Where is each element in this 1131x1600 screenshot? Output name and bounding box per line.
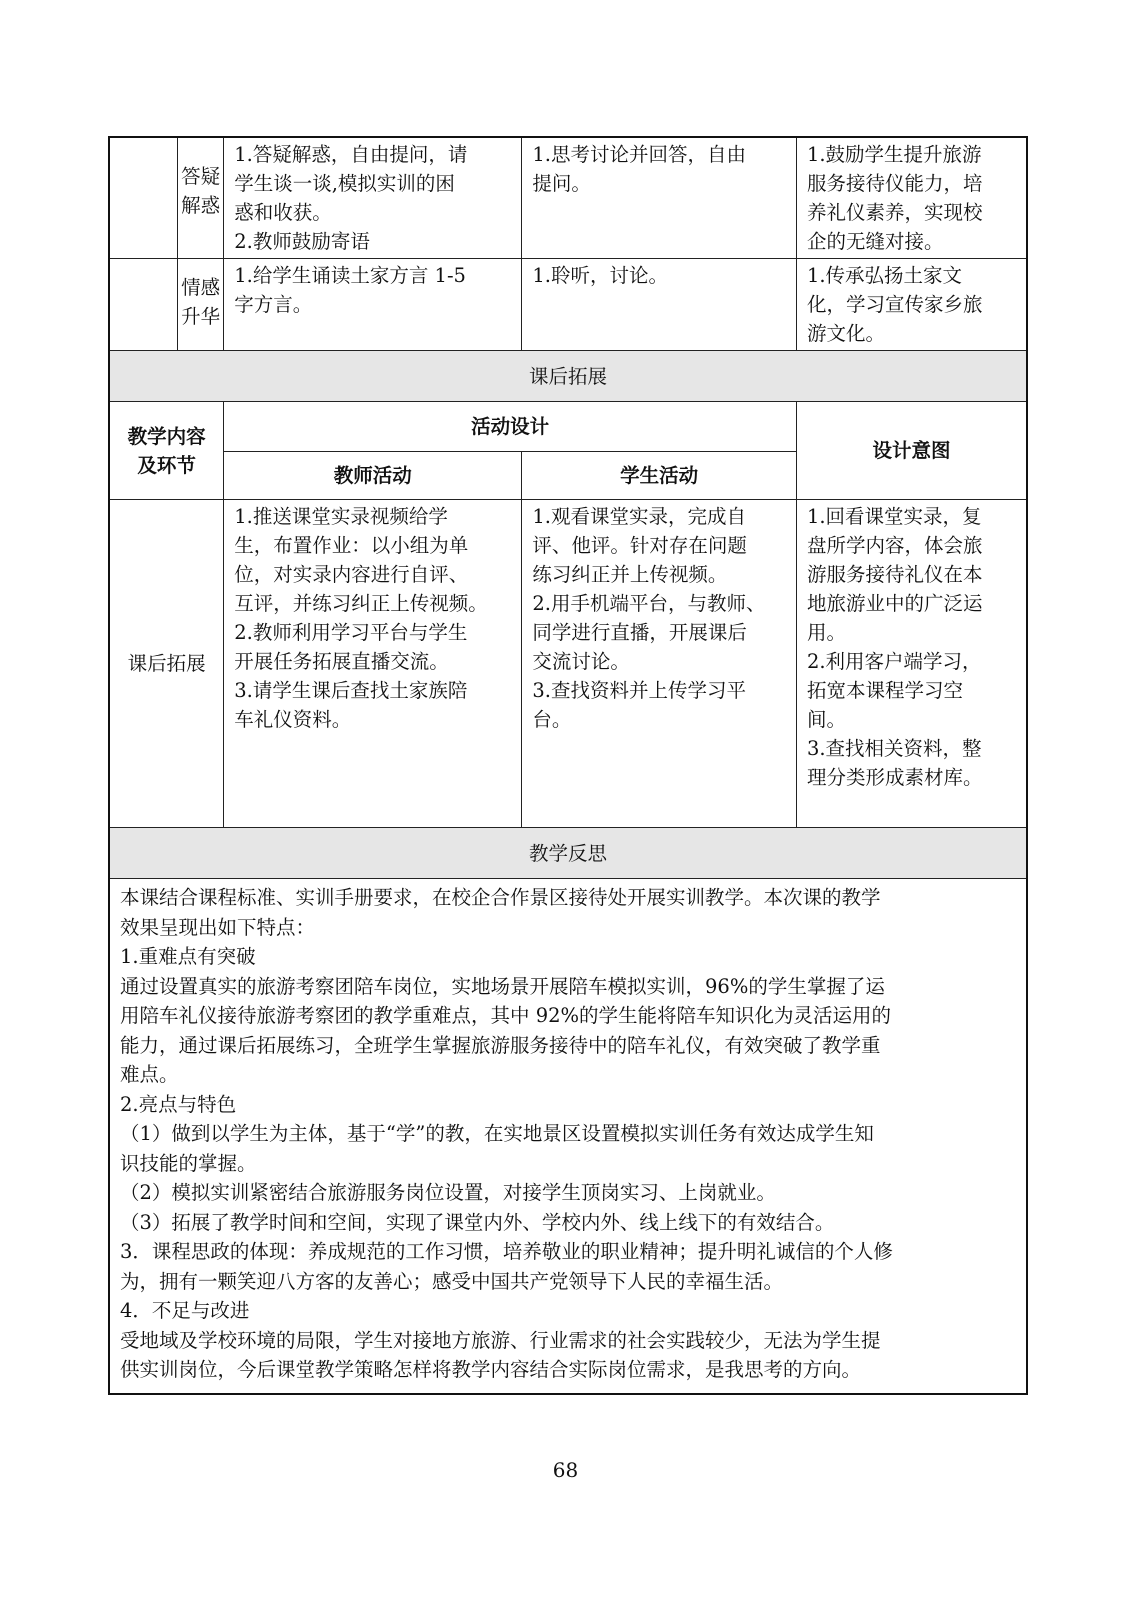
paragraph-line: 难点。 [120,1063,179,1086]
text-line: 互评，并练习纠正上传视频。 [234,592,488,615]
table-row [109,500,1027,828]
text-line: 1.思考讨论并回答，自由 [532,143,746,166]
header-student-activity: 学生活动 [522,452,797,500]
paragraph-line: 效果呈现出如下特点： [120,915,316,939]
text-line: 1.回看课堂实录，复 [806,505,982,528]
paragraph-line: 本课结合课程标准、实训手册要求，在校企合作景区接待处开展实训教学。本次课的教学 [120,886,881,909]
text-line: 同学进行直播，开展课后 [532,621,747,644]
student-activity-cell [522,500,797,828]
paragraph-line: 4．不足与改进 [120,1299,250,1322]
paragraph-line: （3）拓展了教学时间和空间，实现了课堂内外、学校内外、线上线下的有效结合。 [120,1210,835,1234]
paragraph-line: 2.亮点与特色 [120,1092,237,1116]
text-line: 盘所学内容，体会旅 [806,534,983,557]
text-line: 养礼仪素养，实现校 [806,201,983,224]
paragraph-line: 1.重难点有突破 [120,945,256,968]
student-activity-cell [522,137,797,259]
paragraph-line: 通过设置真实的旅游考察团陪车岗位，实地场景开展陪车模拟实训，96%的学生掌握了运 [120,974,885,998]
text-line: 2.用手机端平台，与教师、 [532,592,766,615]
section-band-reflection: 教学反思 [109,828,1027,879]
teacher-activity-cell [224,137,522,259]
table-row [109,137,1027,259]
design-intent-cell [796,500,1027,828]
text-line: 学生谈一谈,模拟实训的困 [234,172,455,195]
text-line: 3.请学生课后查找土家族陪 [234,679,468,702]
text-line: 拓宽本课程学习空 [806,679,963,702]
text-line: 用。 [806,621,846,644]
stage-cell: 课后拓展 [109,500,224,828]
text-line: 1.给学生诵读土家方言 1-5 [234,264,466,287]
text-line: 1.传承弘扬土家文 [806,264,963,287]
text-line: 提问。 [532,172,591,195]
reflection-text-cell [109,879,1027,1394]
text-line: 位，对实录内容进行自评、 [234,563,469,586]
header-teacher-activity: 教师活动 [224,452,522,500]
text-line: 交流讨论。 [532,650,630,673]
paragraph-line: 能力，通过课后拓展练习，全班学生掌握旅游服务接待中的陪车礼仪，有效突破了教学重 [120,1033,881,1057]
stage-label: 答疑 [181,165,221,188]
text-line: 练习纠正并上传视频。 [532,563,728,586]
text-line: 1.观看课堂实录，完成自 [532,505,746,528]
empty-cell [109,259,178,351]
text-line: 间。 [806,708,846,731]
lesson-plan-table [108,136,1028,1395]
paragraph-line: （2）模拟实训紧密结合旅游服务岗位设置，对接学生顶岗实习、上岗就业。 [120,1181,776,1204]
header-row [109,402,1027,452]
text-line: 台。 [532,708,572,731]
stage-cell [178,259,224,351]
text-line: 生，布置作业：以小组为单 [234,534,469,557]
paragraph-line: 识技能的掌握。 [120,1151,257,1175]
text-line: 评、他评。针对存在问题 [532,534,747,557]
paragraph-line: （1）做到以学生为主体，基于“学”的教，在实地景区设置模拟实训任务有效达成学生知 [120,1122,874,1145]
text-line: 惑和收获。 [234,201,332,224]
text-line: 服务接待仪能力，培 [806,172,983,195]
text-line: 1.推送课堂实录视频给学 [234,505,448,528]
stage-label: 解惑 [181,194,221,217]
text-line: 1.答疑解惑，自由提问，请 [234,143,468,166]
header-activity-design: 活动设计 [224,402,797,452]
table-row [109,879,1027,1394]
text-line: 地旅游业中的广泛运 [806,592,983,615]
stage-cell [178,137,224,259]
student-activity-cell [522,259,797,351]
paragraph-line: 供实训岗位，今后课堂教学策略怎样将教学内容结合实际岗位需求，是我思考的方向。 [120,1358,862,1381]
paragraph-line: 3．课程思政的体现：养成规范的工作习惯，培养敬业的职业精神；提升明礼诚信的个人修 [120,1240,893,1263]
text-line: 3.查找相关资料，整 [806,737,982,760]
text-line: 1.聆听，讨论。 [532,264,668,287]
design-intent-cell [796,259,1027,351]
text-line: 1.鼓励学生提升旅游 [806,143,982,166]
section-band-row [109,351,1027,402]
text-line: 化，学习宣传家乡旅 [806,293,983,316]
header-content-cell [109,402,224,500]
header-label: 教学内容 [127,424,206,448]
text-line: 2.教师利用学习平台与学生 [234,621,468,644]
text-line: 车礼仪资料。 [234,708,352,731]
text-line: 游文化。 [806,322,885,345]
text-line: 2.利用客户端学习， [806,650,982,673]
text-line: 字方言。 [234,293,313,316]
teacher-activity-cell [224,259,522,351]
page-number: 68 [552,1458,579,1482]
stage-label: 升华 [181,305,221,328]
paragraph-line: 受地域及学校环境的局限，学生对接地方旅游、行业需求的社会实践较少，无法为学生提 [120,1328,881,1352]
teacher-activity-cell [224,500,522,828]
paragraph-line: 为，拥有一颗笑迎八方客的友善心；感受中国共产党领导下人民的幸福生活。 [120,1269,784,1293]
paragraph-line: 用陪车礼仪接待旅游考察团的教学重难点，其中 92%的学生能将陪车知识化为灵活运用的 [120,1004,892,1027]
text-line: 开展任务拓展直播交流。 [234,650,449,673]
document-page [108,136,1028,1395]
text-line: 企的无缝对接。 [806,230,944,253]
section-band-row [109,828,1027,879]
section-band-after-class: 课后拓展 [109,351,1027,402]
stage-label: 情感 [181,276,221,299]
table-row [109,259,1027,351]
design-intent-cell [796,137,1027,259]
empty-cell [109,137,178,259]
header-design-intent: 设计意图 [796,402,1027,500]
text-line: 2.教师鼓励寄语 [234,230,370,253]
text-line: 理分类形成素材库。 [806,766,983,789]
header-label: 及环节 [137,453,196,477]
text-line: 3.查找资料并上传学习平 [532,679,746,702]
text-line: 游服务接待礼仪在本 [806,563,983,586]
